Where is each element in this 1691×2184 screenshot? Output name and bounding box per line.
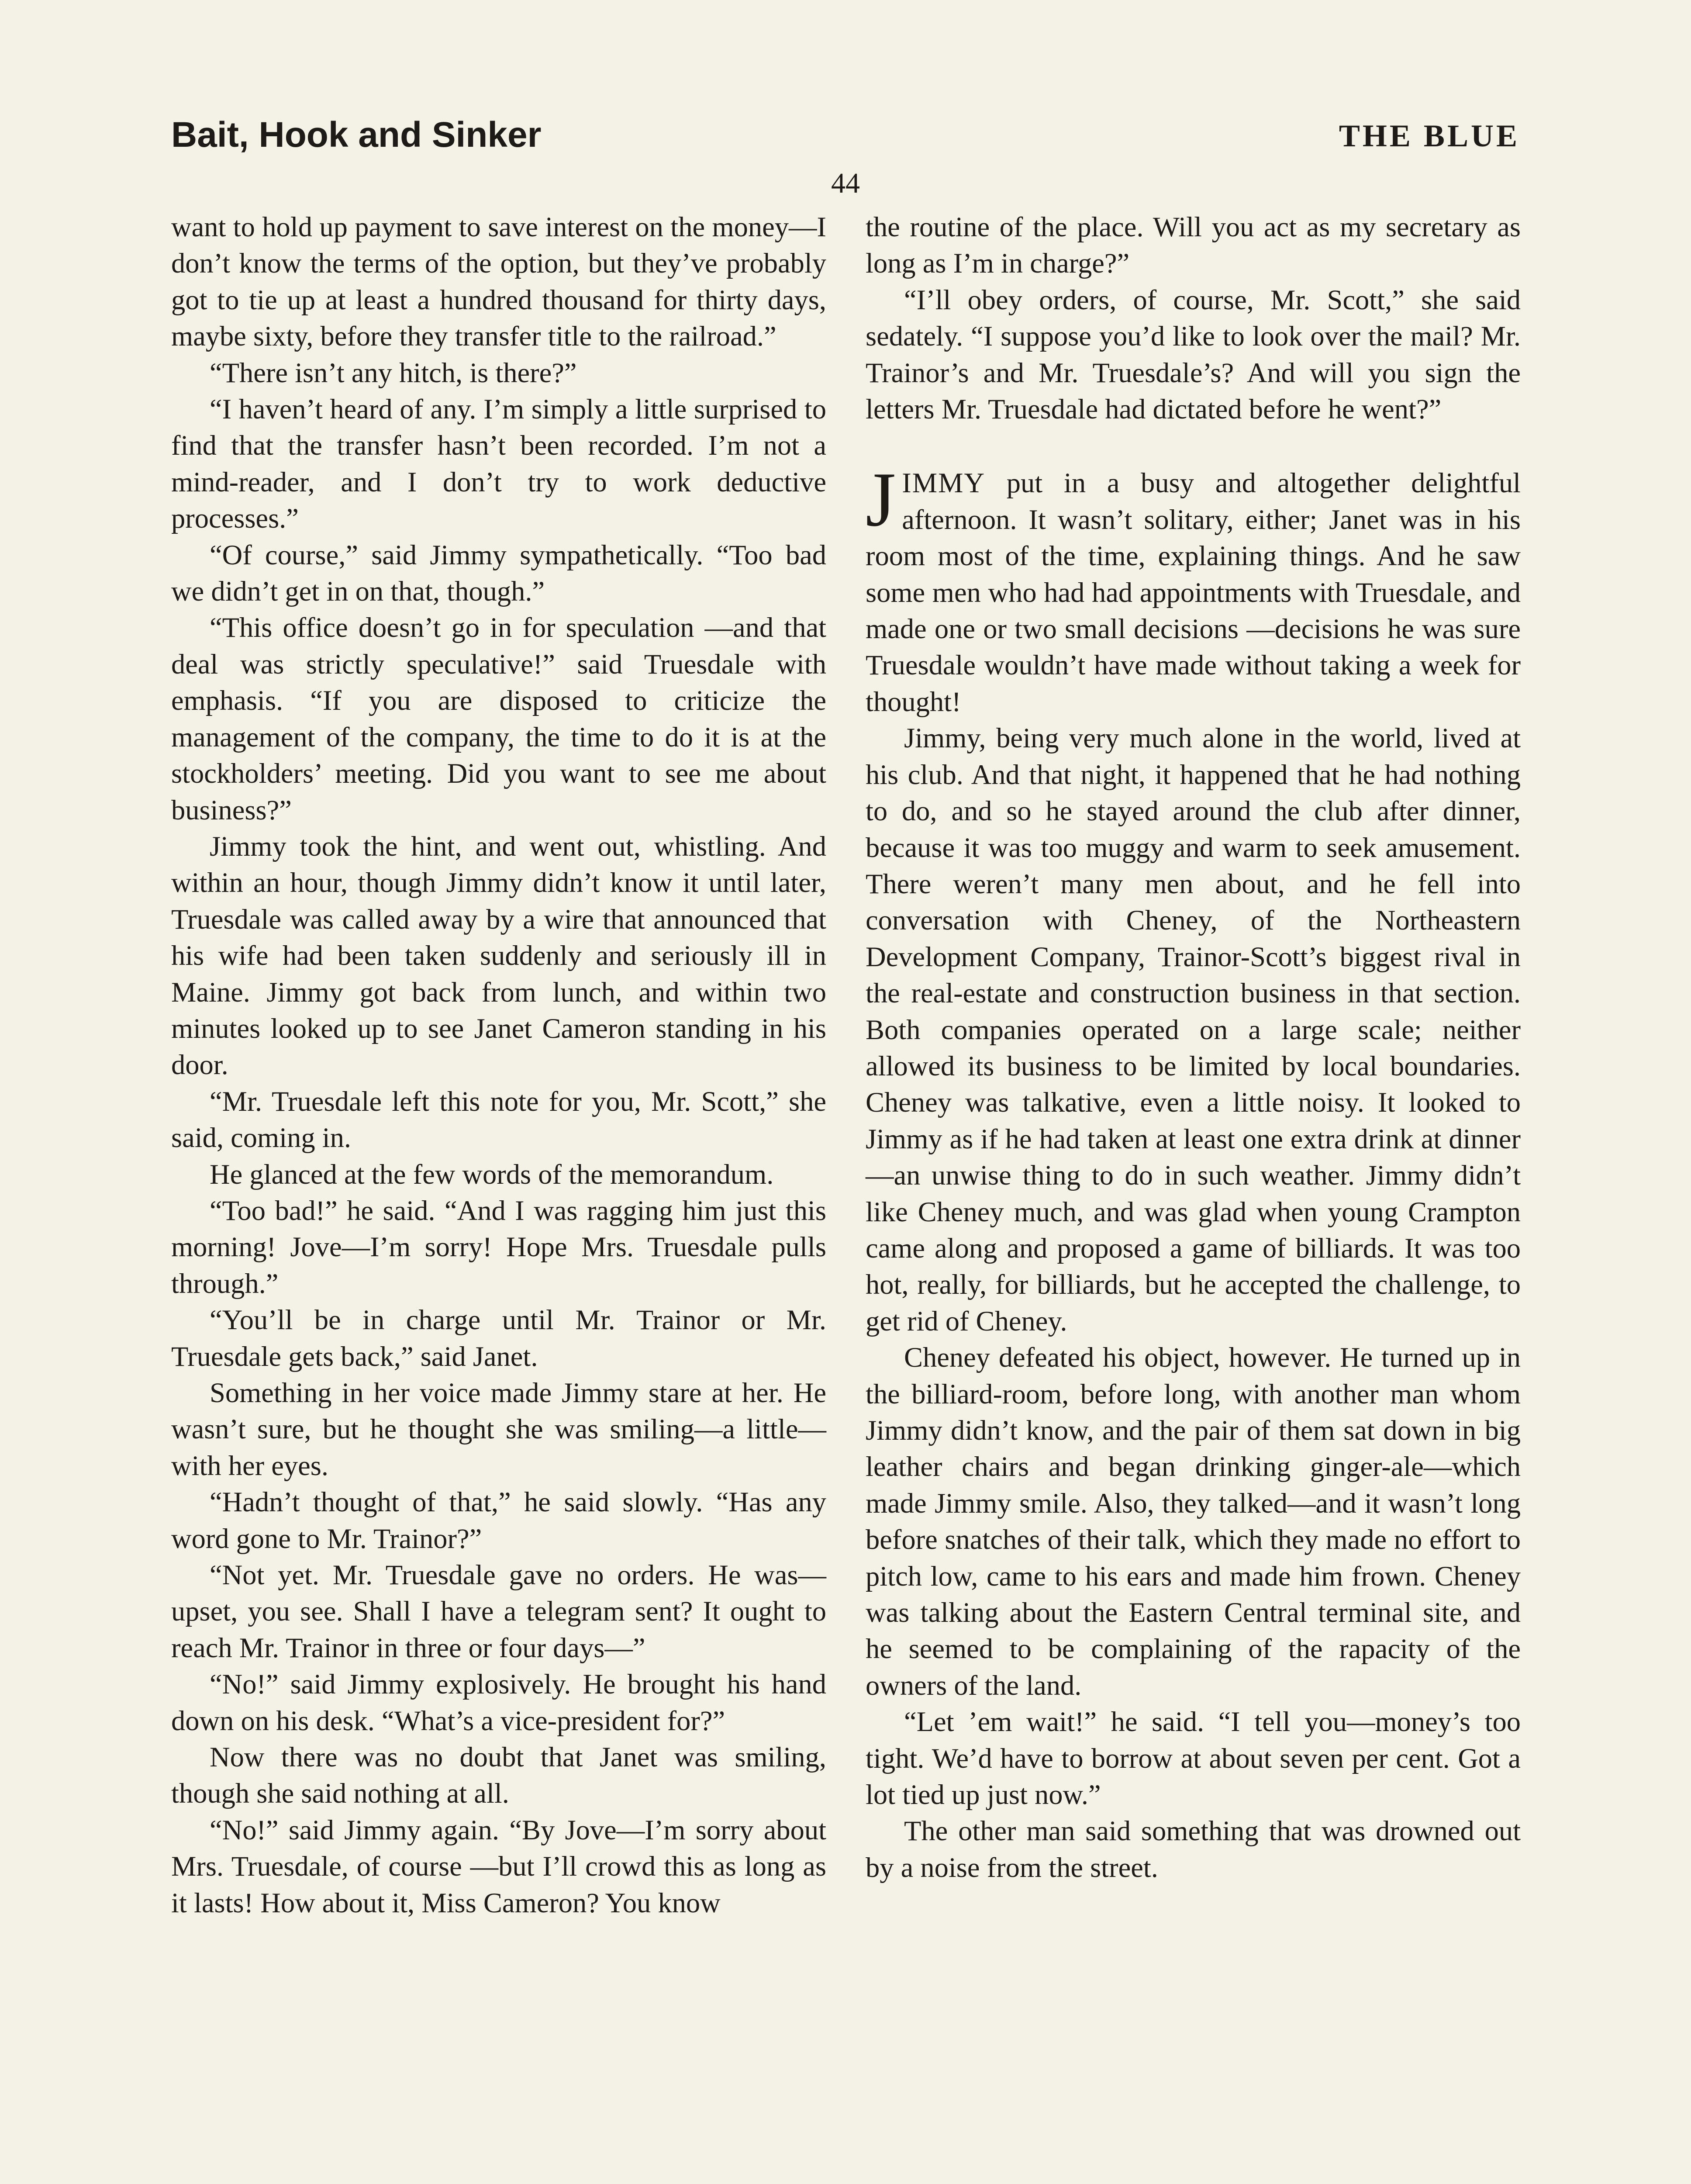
drop-cap: J bbox=[866, 456, 896, 543]
paragraph: Now there was no doubt that Janet was smiling, though she said nothing at all. bbox=[171, 1742, 826, 1809]
right-column bbox=[866, 209, 1521, 1886]
paragraph: Cheney defeated his object, however. He turned up in the billiard-room, before long, with another man whom Jimmy didn’t know, and the pair of them sat down in big leather chairs and began drinking ginger-ale—which made Jimmy smile. Also, they talked—and it wasn’t long before snatches of their talk, which they made no effort to pitch low, came to his ears and made him frown. Cheney was talking about the Eastern Central terminal site, and he seemed to be complaining of the rapacity of the owners of the land. bbox=[866, 1342, 1521, 1701]
paragraph: “There isn’t any hitch, is there?” bbox=[210, 357, 577, 388]
paragraph: “No!” said Jimmy explosively. He brought his hand down on his desk. “What’s a vice-president for?” bbox=[171, 1669, 826, 1736]
paragraph: “You’ll be in charge until Mr. Trainor or Mr. Truesdale gets back,” said Janet. bbox=[171, 1304, 826, 1372]
paragraph: “Too bad!” he said. “And I was ragging him just this morning! Jove—I’m sorry! Hope Mrs. Truesdale pulls through.” bbox=[171, 1195, 826, 1299]
paragraph: He glanced at the few words of the memorandum. bbox=[210, 1158, 774, 1190]
paragraph: “I haven’t heard of any. I’m simply a little surprised to find that the transfer hasn’t been recorded. I’m not a mind-reader, and I don’t try to work deductive processes.” bbox=[171, 394, 826, 534]
section-opening-paragraph bbox=[866, 456, 1521, 720]
paragraph: Jimmy took the hint, and went out, whistling. And within an hour, though Jimmy didn’t know it until later, Truesdale was called away by a wire that announced that his wife had been taken suddenly and seriously ill in Maine. Jimmy got back from lunch, and within two minutes looked up to see Janet Cameron standing in his door. bbox=[171, 830, 826, 1081]
magazine-name: THE BLUE bbox=[1339, 118, 1520, 153]
paragraph: Something in her voice made Jimmy stare at her. He wasn’t sure, but he thought she was smiling—a little—with her eyes. bbox=[171, 1377, 826, 1481]
paragraph: “This office doesn’t go in for speculation —and that deal was strictly speculative!” said Truesdale with emphasis. “If you are disposed to criticize the management of the company, the time to do it is at the stockholders’ meeting. Did you want to see me about business?” bbox=[171, 612, 826, 826]
paragraph: “Of course,” said Jimmy sympathetically. “Too bad we didn’t get in on that, though.” bbox=[171, 539, 826, 607]
page-number: 44 bbox=[831, 167, 860, 199]
lead-in-smallcaps: IMMY bbox=[902, 467, 986, 499]
paragraph: the routine of the place. Will you act as my secretary as long as I’m in charge?” bbox=[866, 211, 1521, 279]
paragraph: want to hold up payment to save interest on the money—I don’t know the terms of the option, but they’ve probably got to tie up at least a hundred thousand for thirty days, maybe sixty, before they transfer title to the railroad.” bbox=[171, 211, 826, 352]
paragraph: “Let ’em wait!” he said. “I tell you—money’s too tight. We’d have to borrow at about seven per cent. Got a lot tied up just now.” bbox=[866, 1706, 1521, 1811]
paragraph: The other man said something that was drowned out by a noise from the street. bbox=[866, 1815, 1521, 1883]
paragraph: “No!” said Jimmy again. “By Jove—I’m sorry about Mrs. Truesdale, of course —but I’ll crowd this as long as it lasts! How about it, Miss Cameron? You know bbox=[171, 1814, 826, 1918]
left-column bbox=[171, 209, 826, 1921]
paragraph: “I’ll obey orders, of course, Mr. Scott,” she said sedately. “I suppose you’d like to look over the mail? Mr. Trainor’s and Mr. Truesdale’s? And will you sign the letters Mr. Truesdale had dictated before he went?” bbox=[866, 284, 1521, 425]
story-title: Bait, Hook and Sinker bbox=[171, 115, 542, 155]
paragraph-text: put in a busy and altogether delightful afternoon. It wasn’t solitary, either; Janet was in his room most of the time, explaining things. And he saw some men who had had appointments with Truesdale, and made one or two small decisions —decisions he was sure Truesdale wouldn’t have made without taking a week for thought! bbox=[866, 467, 1521, 717]
paragraph: “Not yet. Mr. Truesdale gave no orders. He was—upset, you see. Shall I have a telegram sent? It ought to reach Mr. Trainor in three or four days—” bbox=[171, 1559, 826, 1663]
paragraph: Jimmy, being very much alone in the world, lived at his club. And that night, it happened that he had nothing to do, and so he stayed around the club after dinner, because it was too muggy and warm to seek amusement. There weren’t many men about, and he fell into conversation with Cheney, of the Northeastern Development Company, Trainor-Scott’s biggest rival in the real-estate and construction business in that section. Both companies operated on a large scale; neither allowed its business to be limited by local boundaries. Cheney was talkative, even a little noisy. It looked to Jimmy as if he had taken at least one extra drink at dinner—an unwise thing to do in such weather. Jimmy didn’t like Cheney much, and was glad when young Crampton came along and proposed a game of billiards. It was too hot, really, for billiards, but he accepted the challenge, to get rid of Cheney. bbox=[866, 722, 1521, 1337]
paragraph: “Mr. Truesdale left this note for you, Mr. Scott,” she said, coming in. bbox=[171, 1085, 826, 1154]
paragraph: “Hadn’t thought of that,” he said slowly. “Has any word gone to Mr. Trainor?” bbox=[171, 1486, 826, 1554]
